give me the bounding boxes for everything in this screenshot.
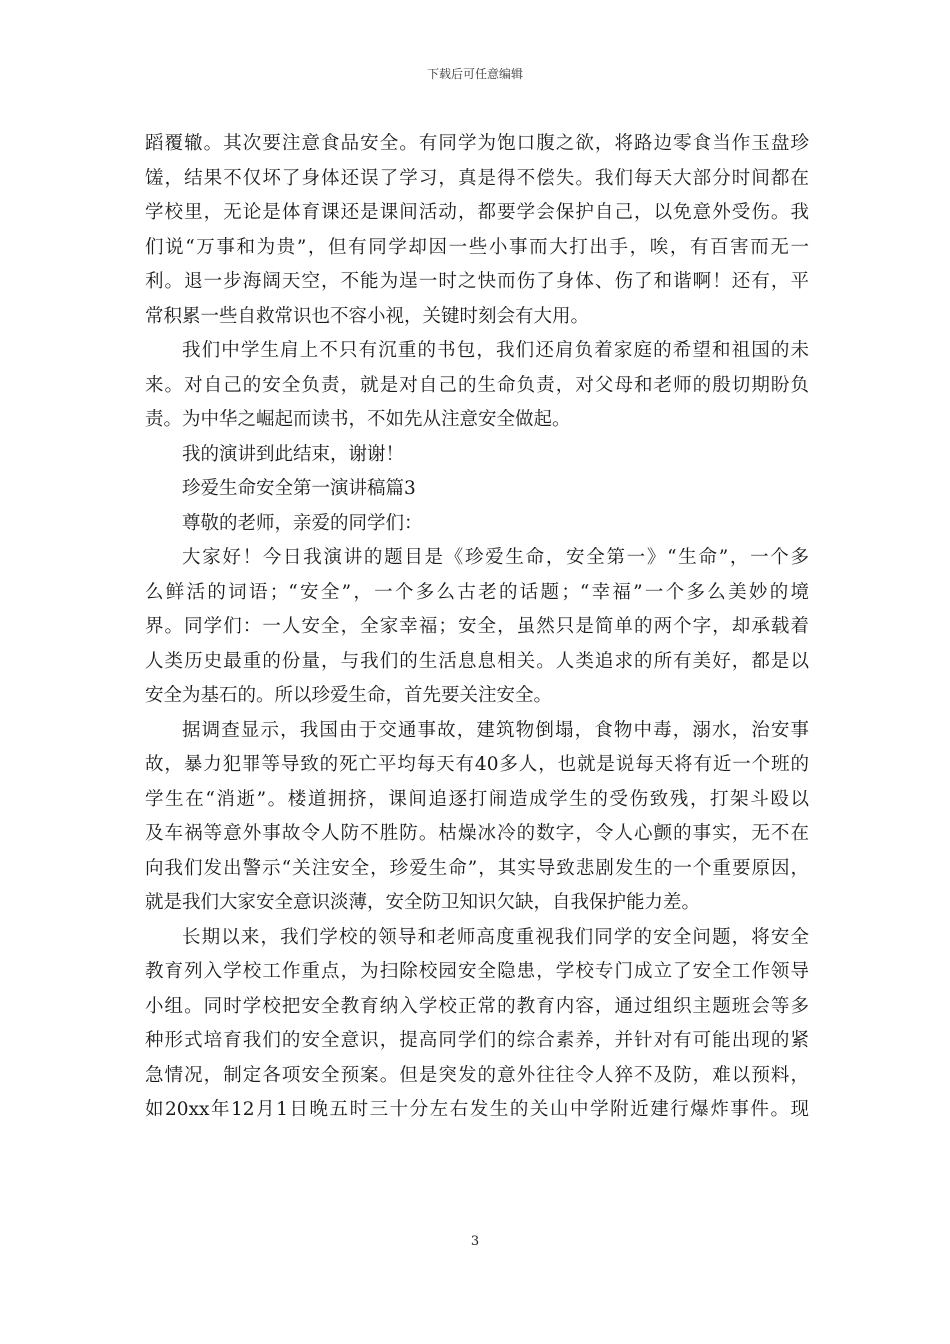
text-line: 常积累一些自救常识也不容小视，关键时刻会有大用。 bbox=[145, 305, 590, 327]
text-line: 学校里，无论是体育课还是课间活动，都要学会保护自己，以免意外受伤。我 bbox=[145, 202, 809, 223]
text-line: 安全为基石的。所以珍爱生命，首先要关注安全。 bbox=[145, 685, 553, 706]
text-line: 馐，结果不仅坏了身体还误了学习，真是得不偿失。我们每天大部分时间都在 bbox=[145, 167, 809, 189]
text-line: 人类历史最重的份量，与我们的生活息息相关。人类追求的所有美好，都是以 bbox=[145, 650, 809, 672]
text-line: 教育列入学校工作重点，为扫除校园安全隐患，学校专门成立了安全工作领导 bbox=[145, 961, 809, 982]
text-line: 小组。同时学校把安全教育纳入学校正常的教育内容，通过组织主题班会等多 bbox=[145, 995, 809, 1017]
text-line: 学生在“消逝”。楼道拥挤，课间追逐打闹造成学生的受伤致残，打架斗殴以 bbox=[145, 788, 809, 810]
text-line: 据调查显示，我国由于交通事故，建筑物倒塌，食物中毒，溺水，治安事 bbox=[182, 719, 809, 741]
text-line: 及车祸等意外事故令人防不胜防。枯燥冰冷的数字，令人心颤的事实，无不在 bbox=[145, 823, 809, 844]
text-line: 急情况，制定各项安全预案。但是突发的意外往往令人猝不及防，难以预料， bbox=[145, 1064, 809, 1086]
text-line: 如20xx年12月1日晚五时三十分左右发生的关山中学附近建行爆炸事件。现 bbox=[145, 1099, 809, 1120]
text-line: 利。退一步海阔天空，不能为逞一时之快而伤了身体、伤了和谐啊！还有，平 bbox=[145, 271, 809, 292]
text-line: 我们中学生肩上不只有沉重的书包，我们还肩负着家庭的希望和祖国的未 bbox=[182, 340, 809, 361]
text-line: 长期以来，我们学校的领导和老师高度重视我们同学的安全问题，将安全 bbox=[182, 926, 809, 948]
text-line: 们说“万事和为贵”，但有同学却因一些小事而大打出手，唉，有百害而无一 bbox=[145, 236, 809, 258]
text-line: 大家好！今日我演讲的题目是《珍爱生命，安全第一》“生命”，一个多 bbox=[182, 547, 809, 568]
page-number: 3 bbox=[470, 1234, 480, 1249]
text-line: 责。为中华之崛起而读书，不如先从注意安全做起。 bbox=[145, 409, 571, 430]
salutation: 尊敬的老师，亲爱的同学们： bbox=[182, 512, 423, 534]
text-line: 我的演讲到此结束，谢谢！ bbox=[182, 443, 405, 465]
text-line: 来。对自己的安全负责，就是对自己的生命负责，对父母和老师的殷切期盼负 bbox=[145, 374, 809, 396]
text-line: 蹈覆辙。其次要注意食品安全。有同学为饱口腹之欲，将路边零食当作玉盘珍 bbox=[145, 133, 809, 154]
text-line: 就是我们大家安全意识淡薄，安全防卫知识欠缺，自我保护能力差。 bbox=[145, 892, 701, 913]
text-line: 故，暴力犯罪等导致的死亡平均每天有40多人，也就是说每天将有近一个班的 bbox=[145, 754, 809, 775]
text-line: 种形式培育我们的安全意识，提高同学们的综合素养，并针对有可能出现的紧 bbox=[145, 1030, 809, 1051]
text-line: 界。同学们：一人安全，全家幸福；安全，虽然只是简单的两个字，却承载着 bbox=[145, 616, 809, 637]
text-line: 么鲜活的词语；“安全”，一个多么古老的话题；“幸福”一个多么美妙的境 bbox=[145, 581, 809, 603]
document-body bbox=[145, 127, 809, 1128]
page-header: 下载后可任意编辑 bbox=[426, 67, 523, 81]
text-line: 向我们发出警示“关注安全，珍爱生命”，其实导致悲剧发生的一个重要原因， bbox=[145, 857, 809, 879]
section-heading: 珍爱生命安全第一演讲稿篇3 bbox=[182, 478, 416, 499]
